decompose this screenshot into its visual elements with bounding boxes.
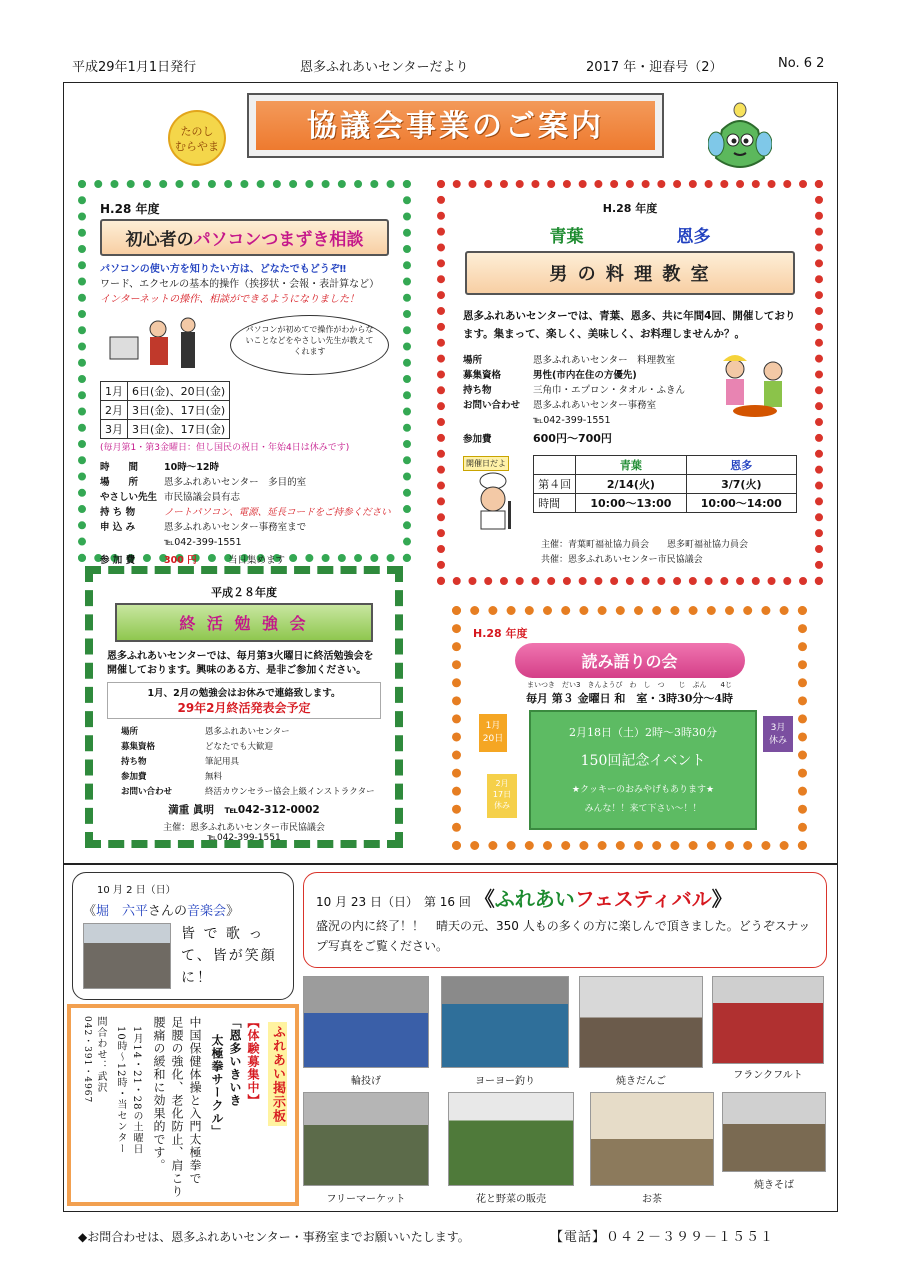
detail-key: やさしい先生 — [100, 492, 158, 503]
detail-value: 恩多ふれあいセンター 料理教室 — [533, 355, 676, 366]
pc-details — [100, 460, 389, 568]
end-contact: 満重 眞明 ℡042-312-0002 — [168, 804, 320, 816]
detail-key: 募集資格 — [463, 370, 502, 381]
detail-value: 男性(市内在住の方優先) — [533, 370, 637, 381]
pc-consultation-box — [78, 180, 411, 566]
photo-dango — [579, 976, 703, 1068]
pc-intro-2: ワード、エクセルの基本的操作（挨拶状・会報・表計算など） — [100, 279, 380, 290]
festival-title — [475, 887, 732, 911]
photo-frankfurt — [712, 976, 824, 1064]
concert-text: 皆 で 歌 っ て、皆が笑顔に！ — [181, 926, 277, 986]
title-bracket-close: 》 — [226, 904, 240, 919]
cook-area-aoba: 青葉 — [549, 227, 584, 247]
caption-yakisoba: 焼きそば — [754, 1180, 794, 1191]
pc-title — [100, 219, 389, 256]
read-ruby: まいつき だい3 きんようび わ し つ じ ぷん 4じ — [527, 681, 732, 689]
board-desc-1: 中国保健体操と入門太極拳で — [188, 1016, 202, 1185]
table-row — [101, 401, 230, 420]
schedule-dates: 6日(金)、20日(金) — [128, 382, 230, 401]
end-footer-2: ℡042-399-1551 — [207, 833, 281, 843]
detail-value: 筆記用具 — [205, 757, 240, 767]
cook-co-organizer: 共催：恩多ふれあいセンター市民協議会 — [541, 555, 703, 565]
issue-label: 2017 年・迎春号（2） — [586, 60, 723, 75]
concert-date: 10 月 2 日（日） — [97, 885, 176, 896]
detail-key: お問い合わせ — [121, 787, 173, 797]
festival-text: 盛況の内に終了！！ 晴天の元、350 人もの多くの方に楽しんで頂きました。どうぞスナップ写真をご覧ください。 — [316, 919, 811, 953]
festival-title-a: ふれあい — [494, 887, 575, 911]
end-note: 1月、2月の勉強会はお休みで連絡致します。 — [147, 688, 341, 699]
end-study-box — [85, 566, 403, 848]
photo-flea-market — [303, 1092, 429, 1186]
cook-organizer: 主催：青葉町福祉協力員会 恩多町福祉協力員会 — [541, 540, 749, 550]
pc-intro-3: インターネットの操作、相談ができるようになりました！ — [100, 294, 360, 305]
cooking-illustration — [713, 353, 797, 447]
title-mid: さんの — [148, 904, 188, 919]
pc-title-a: 初心者の — [125, 230, 194, 250]
pc-note: (毎月第1・第3金曜日：但し国民の祝日・年始4日は休みです) — [100, 443, 350, 453]
caption-flea-market: フリーマーケット — [326, 1194, 406, 1205]
stamp-text: たのし むらやま — [175, 125, 219, 153]
read-event-call: みんな！！来て下さい～！！ — [584, 804, 702, 814]
fee-label: 参加費 — [463, 434, 492, 445]
table-cell: 3/7(火) — [686, 475, 796, 494]
detail-value: 恩多ふれあいセンター — [205, 727, 290, 737]
board-tel: 042・391・4967 — [82, 1016, 92, 1104]
table-cell: 2/14(火) — [576, 475, 686, 494]
town-stamp-logo — [168, 110, 226, 166]
pc-schedule-table — [100, 381, 230, 439]
table-cell: 時間 — [534, 494, 576, 513]
read-title: 読み語りの会 — [515, 643, 745, 678]
detail-key: 時 間 — [100, 462, 139, 473]
caption-frankfurt: フランクフルト — [733, 1070, 803, 1081]
board-title: ふれあい掲示板 — [268, 1022, 287, 1126]
caption-ring-toss: 輪投げ — [351, 1076, 381, 1087]
table-cell: 10:00～13:00 — [576, 494, 686, 513]
fee-note: 当日集めます — [228, 555, 286, 566]
table-row — [534, 456, 797, 475]
end-title: 終 活 勉 強 会 — [115, 603, 373, 642]
schedule-month: 3月 — [101, 420, 128, 439]
detail-key: 参加費 — [121, 772, 147, 782]
schedule-month: 1月 — [101, 382, 128, 401]
detail-key: 持 ち 物 — [100, 507, 136, 518]
title-concert: 音楽会 — [187, 904, 227, 919]
detail-key: お問い合わせ — [463, 400, 521, 411]
concert-box — [72, 872, 294, 1000]
table-row — [101, 382, 230, 401]
photo-yakisoba — [722, 1092, 826, 1172]
newsletter-name: 恩多ふれあいセンターだより — [300, 60, 469, 75]
detail-value: 恩多ふれあいセンター 多目的室 — [164, 477, 307, 488]
detail-value: 終活カウンセラー協会上級インストラクター — [205, 787, 375, 797]
board-name: 「恩多いきいき — [228, 1016, 242, 1107]
detail-value: どなたでも大歓迎 — [205, 742, 274, 752]
cook-area-onta: 恩多 — [676, 227, 711, 247]
title-bracket-close: 》 — [711, 887, 732, 911]
detail-key: 場所 — [121, 727, 139, 737]
detail-value: 市民協議会員有志 — [164, 492, 241, 503]
cook-title: 男 の 料 理 教 室 — [465, 251, 795, 295]
photo-yoyo — [441, 976, 569, 1068]
photo-flowers-vegetables — [448, 1092, 574, 1186]
detail-key: 募集資格 — [121, 742, 156, 752]
pc-user-illustration — [100, 315, 230, 375]
detail-value: 三角巾・エプロン・タオル・ふきん — [533, 385, 686, 396]
read-event-note: ★クッキーのおみやげもあります★ — [571, 785, 715, 795]
read-event-panel — [529, 710, 757, 830]
table-cell: 10:00～14:00 — [686, 494, 796, 513]
cook-schedule-table — [533, 455, 797, 513]
festival-title-b: フェスティバル — [574, 887, 712, 911]
detail-value: ノートパソコン、電源、延長コードをご持参ください — [164, 507, 391, 518]
table-row — [534, 494, 797, 513]
end-footer-1: 主催：恩多ふれあいセンター市民協議会 — [163, 823, 325, 833]
board-schedule: 1月14・21・28の土曜日 — [131, 1026, 142, 1155]
board-desc-3: 腰痛の緩和に効果的です。 — [152, 1016, 166, 1172]
fee-value: 600円～700円 — [533, 432, 612, 445]
festival-box — [303, 872, 827, 968]
caption-yoyo: ヨーヨー釣り — [475, 1076, 535, 1087]
read-tag-mar: 3月 休み — [763, 716, 793, 752]
schedule-month: 2月 — [101, 401, 128, 420]
detail-value: 無料 — [205, 772, 223, 782]
issue-number: No. 6 2 — [778, 56, 825, 71]
photo-ring-toss — [303, 976, 429, 1068]
board-name-2: 太極拳サークル」 — [210, 1034, 224, 1138]
read-schedule: 毎月 第３ 金曜日 和 室・3時30分～4時 — [525, 692, 734, 705]
detail-key: 場所 — [463, 355, 483, 366]
caption-dango: 焼きだんご — [616, 1076, 666, 1087]
cook-year: H.28 年度 — [602, 202, 658, 215]
pc-year: H.28 年度 — [100, 202, 160, 216]
table-cell: 第４回 — [534, 475, 576, 494]
footer-text: ◆お問合わせは、恩多ふれあいセンター・事務室までお願いいたします。 — [78, 1230, 470, 1244]
board-contact: 問合わせ：武沢 — [95, 1016, 106, 1093]
board-time: 10時～12時・当センター — [115, 1026, 126, 1155]
fee-label: 参 加 費 — [100, 555, 136, 566]
detail-key: 持ち物 — [463, 385, 492, 396]
table-row — [101, 420, 230, 439]
pc-intro-1: パソコンの使い方を知りたい方は、どなたでもどうぞ‼ — [100, 264, 347, 275]
title-bracket-open: 《 — [83, 904, 97, 919]
read-tag-jan: 1月 20日 — [479, 714, 507, 752]
table-header — [534, 456, 576, 475]
reading-session-box — [452, 606, 807, 850]
main-title-box — [247, 93, 664, 158]
table-row — [534, 475, 797, 494]
detail-value: 恩多ふれあいセンター事務室 — [533, 400, 657, 411]
board-tag: 【体験募集中】 — [246, 1016, 260, 1107]
title-bracket-open: 《 — [474, 887, 495, 911]
schedule-dates: 3日(金)、17日(金) — [128, 420, 230, 439]
caption-flowers-vegetables: 花と野菜の販売 — [476, 1194, 546, 1205]
mascot-icon — [708, 100, 772, 172]
detail-key: 申 込 み — [100, 522, 136, 533]
end-intro: 恩多ふれあいセンターでは、毎月第3火曜日に終活勉強会を開催しております。興味のある方、是非ご参加ください。 — [107, 651, 374, 676]
pc-speech-bubble: パソコンが初めてで操作がわからないことなどをやさしい先生が教えてくれます — [230, 315, 389, 375]
caption-tea: お茶 — [642, 1194, 662, 1205]
detail-key: 場 所 — [100, 477, 139, 488]
main-title: 協議会事業のご案内 — [256, 101, 655, 150]
table-header: 青葉 — [576, 456, 686, 475]
read-event-date: 2月18日（土）2時～3時30分 — [569, 726, 717, 739]
detail-value: ℡042-399-1551 — [533, 415, 611, 426]
detail-value: 10時～12時 — [164, 462, 219, 473]
end-highlight: 29年2月終活発表会予定 — [177, 701, 311, 715]
concert-photo — [83, 923, 171, 989]
board-desc-2: 足腰の強化、老化防止、肩こり — [170, 1016, 184, 1198]
chef-illustration — [463, 455, 529, 534]
footer-tel: 【電話】０４２－３９９－１５５１ — [550, 1230, 775, 1245]
issue-date: 平成29年1月1日発行 — [72, 60, 197, 75]
end-year: 平成２８年度 — [211, 586, 277, 599]
cook-details — [463, 353, 713, 447]
read-year: H.28 年度 — [473, 627, 528, 640]
read-event-name: 150回記念イベント — [580, 753, 706, 769]
festival-date: 10 月 23 日（日） 第 16 回 — [316, 895, 471, 909]
end-details — [121, 725, 381, 800]
chef-badge: 開催日だよ — [463, 456, 509, 471]
cook-intro: 恩多ふれあいセンターでは、青葉、恩多、共に年間4回、開催しております。集まって、楽しく、美味しく、お料理しませんか？。 — [463, 310, 796, 340]
performer-name: 堀 六平 — [96, 904, 149, 919]
fee-value: 300 円 — [164, 555, 197, 566]
detail-key: 持ち物 — [121, 757, 147, 767]
schedule-dates: 3日(金)、17日(金) — [128, 401, 230, 420]
detail-value: ℡042-399-1551 — [164, 537, 242, 548]
table-header: 恩多 — [686, 456, 796, 475]
photo-tea — [590, 1092, 714, 1186]
section-divider — [63, 863, 838, 865]
read-tag-feb: 2月 17日 休み — [487, 774, 517, 818]
cooking-class-box — [437, 180, 823, 585]
bulletin-board — [67, 1004, 299, 1206]
concert-title — [83, 900, 283, 919]
detail-value: 恩多ふれあいセンター事務室まで — [164, 522, 307, 533]
pc-title-b: パソコンつまずき相談 — [193, 230, 364, 250]
